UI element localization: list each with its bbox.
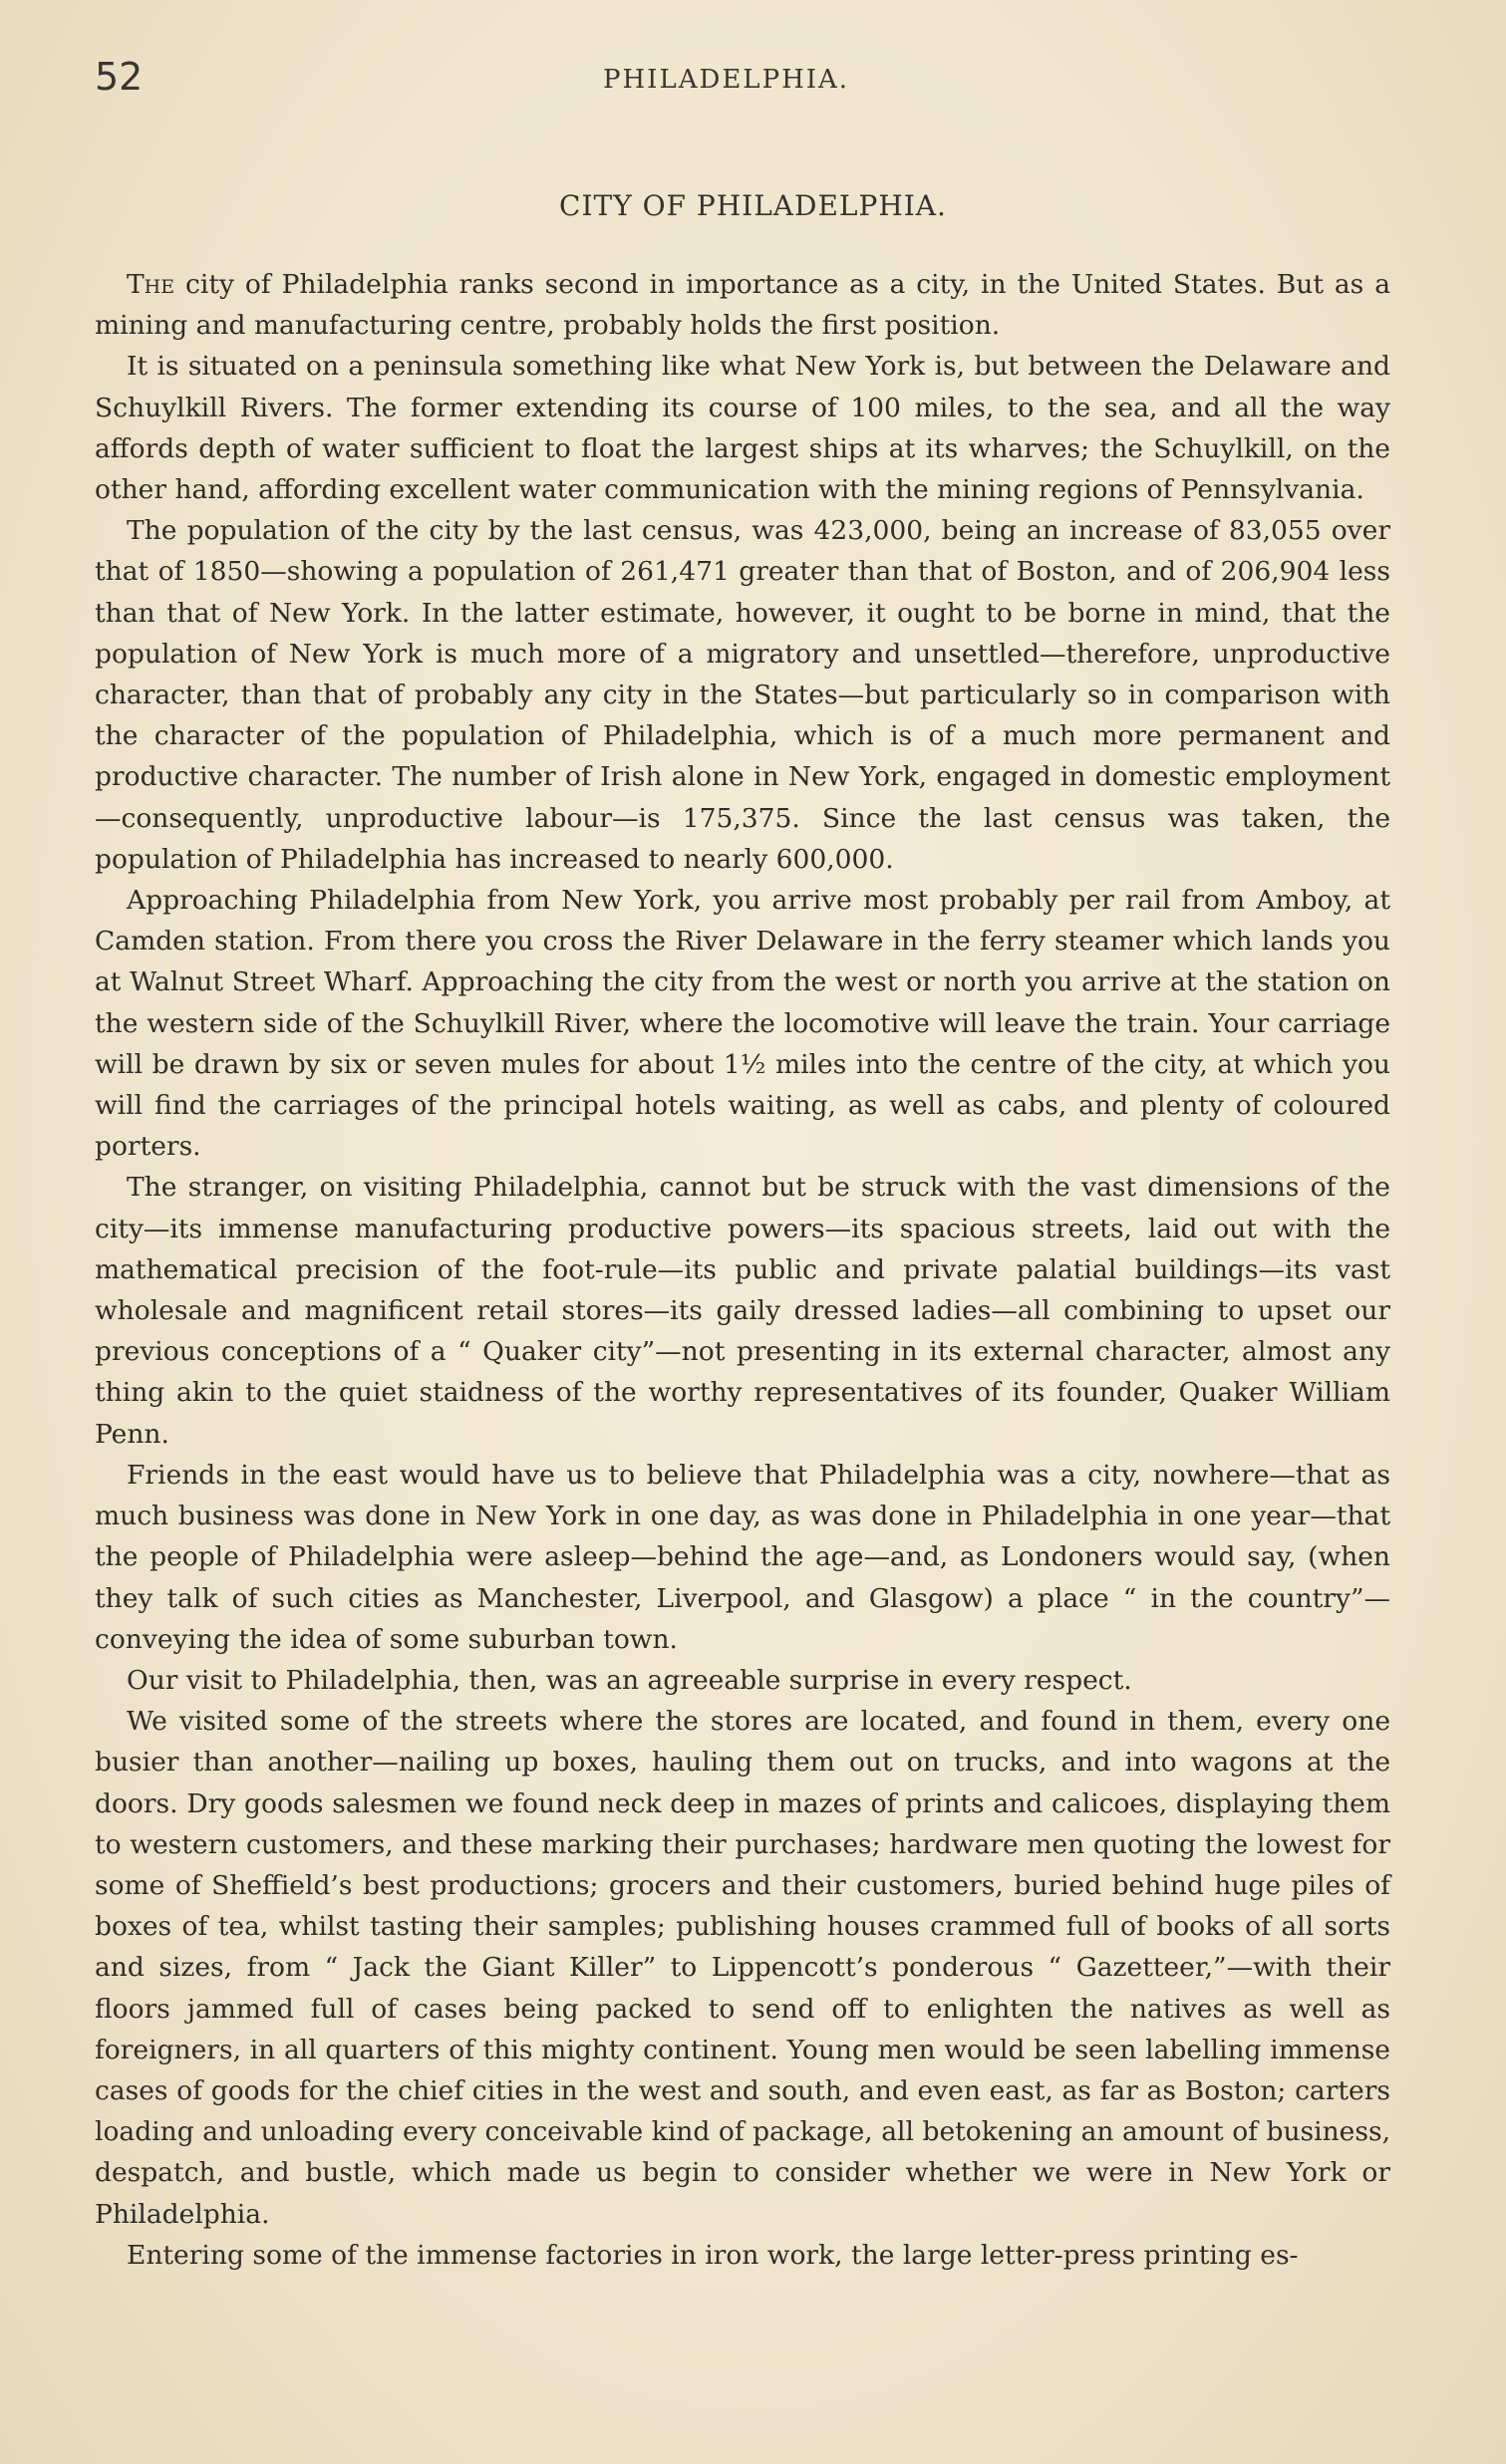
body-text [95,264,1390,2276]
running-head: PHILADELPHIA. [603,65,850,95]
paragraph-text: city of Philadelphia ranks second in importance as a city, in the United States. But as a mining and manufacturing centre, probably holds the first position. [95,269,1390,342]
paragraph [95,880,1390,1167]
section-title: CITY OF PHILADELPHIA. [559,189,947,222]
paragraph [95,1455,1390,1660]
paragraph [95,2235,1390,2276]
paragraph-text: Friends in the east would have us to believe that Philadelphia was a city, nowhere—that as much business was done in New York in one day, as was done in Philadelphia in one year—that the people of Philadelphia were asleep—behind the age—and, as Londoners would say, (when they talk of such cities as Manchester, Liverpool, and Glasgow) a place “ in the country”—conveying the idea of some suburban town. [95,1459,1390,1655]
paragraph [95,264,1390,346]
paragraph-text: Our visit to Philadelphia, then, was an agreeable surprise in every respect. [127,1664,1132,1696]
paragraph [95,1660,1390,1701]
paragraph-lead: The [127,269,175,300]
page-header [95,55,1390,115]
paragraph [95,510,1390,880]
paragraph-text: The stranger, on visiting Philadelphia, cannot but be struck with the vast dimensions of the city—its immense manufacturing productive powers—its spacious streets, laid out with the mathematical precision of the foot-rule—its public and private palatial buildings—its vast wholesale and magnificent retail stores—its gaily dressed ladies—all combining to upset our previous conceptions of a “ Quaker city”—not presenting in its external character, almost any thing akin to the quiet staidness of the worthy representatives of its founder, Quaker William Penn. [95,1172,1390,1450]
paragraph-text: The population of the city by the last census, was 423,000, being an increase of 83,055 over that of 1850—showing a population of 261,471 greater than that of Boston, and of 206,904 less than that of New York. In the latter estimate, however, it ought to be borne in mind, that the population of New York is much more of a migratory and unsettled—therefore, unproductive character, than that of probably any city in the States—but particularly so in comparison with the character of the population of Philadelphia, which is of a much more permanent and productive character. The number of Irish alone in New York, engaged in domestic employment—consequently, unproductive labour—is 175,375. Since the last census was taken, the population of Philadelphia has increased to nearly 600,000. [95,515,1390,875]
paragraph-text: Approaching Philadelphia from New York, you arrive most probably per rail from Amboy, at Camden station. From there you cross the River Delaware in the ferry steamer which lands you at Walnut Street Wharf. Approaching the city from the west or north you arrive at the station on the western side of the Schuylkill River, where the locomotive will leave the train. Your carriage will be drawn by six or seven mules for about 1½ miles into the centre of the city, at which you will find the carriages of the principal hotels waiting, as well as cabs, and plenty of coloured porters. [95,885,1390,1163]
page-number: 52 [95,55,144,99]
paragraph-text: It is situated on a peninsula something like what New York is, but between the Delaware and Schuylkill Rivers. The former extending its course of 100 miles, to the sea, and all the way affords depth of water sufficient to float the largest ships at its wharves; the Schuylkill, on the other hand, affording excellent water communication with the mining regions of Pennsylvania. [95,351,1390,506]
paragraph [95,1701,1390,2235]
paragraph [95,346,1390,510]
paragraph [95,1167,1390,1454]
paragraph-text: We visited some of the streets where the stores are located, and found in them, every one busier than another—nailing up boxes, hauling them out on trucks, and into wagons at the doors. Dry goods salesmen we found neck deep in mazes of prints and calicoes, displaying them to western customers, and these marking their purchases; hardware men quoting the lowest for some of Sheffield’s best productions; grocers and their customers, buried behind huge piles of boxes of tea, whilst tasting their samples; publishing houses crammed full of books of all sorts and sizes, from “ Jack the Giant Killer” to Lippencott’s ponderous “ Gazetteer,”—with their floors jammed full of cases being packed to send off to enlighten the natives as well as foreigners, in all quarters of this mighty continent. Young men would be seen labelling immense cases of goods for the chief cities in the west and south, and even east, as far as Boston; carters loading and unloading every conceivable kind of package, all betokening an amount of business, despatch, and bustle, which made us begin to consider whether we were in New York or Philadelphia. [95,1706,1390,2230]
paragraph-text: Entering some of the immense factories in iron work, the large letter-press printing es- [127,2239,1299,2271]
